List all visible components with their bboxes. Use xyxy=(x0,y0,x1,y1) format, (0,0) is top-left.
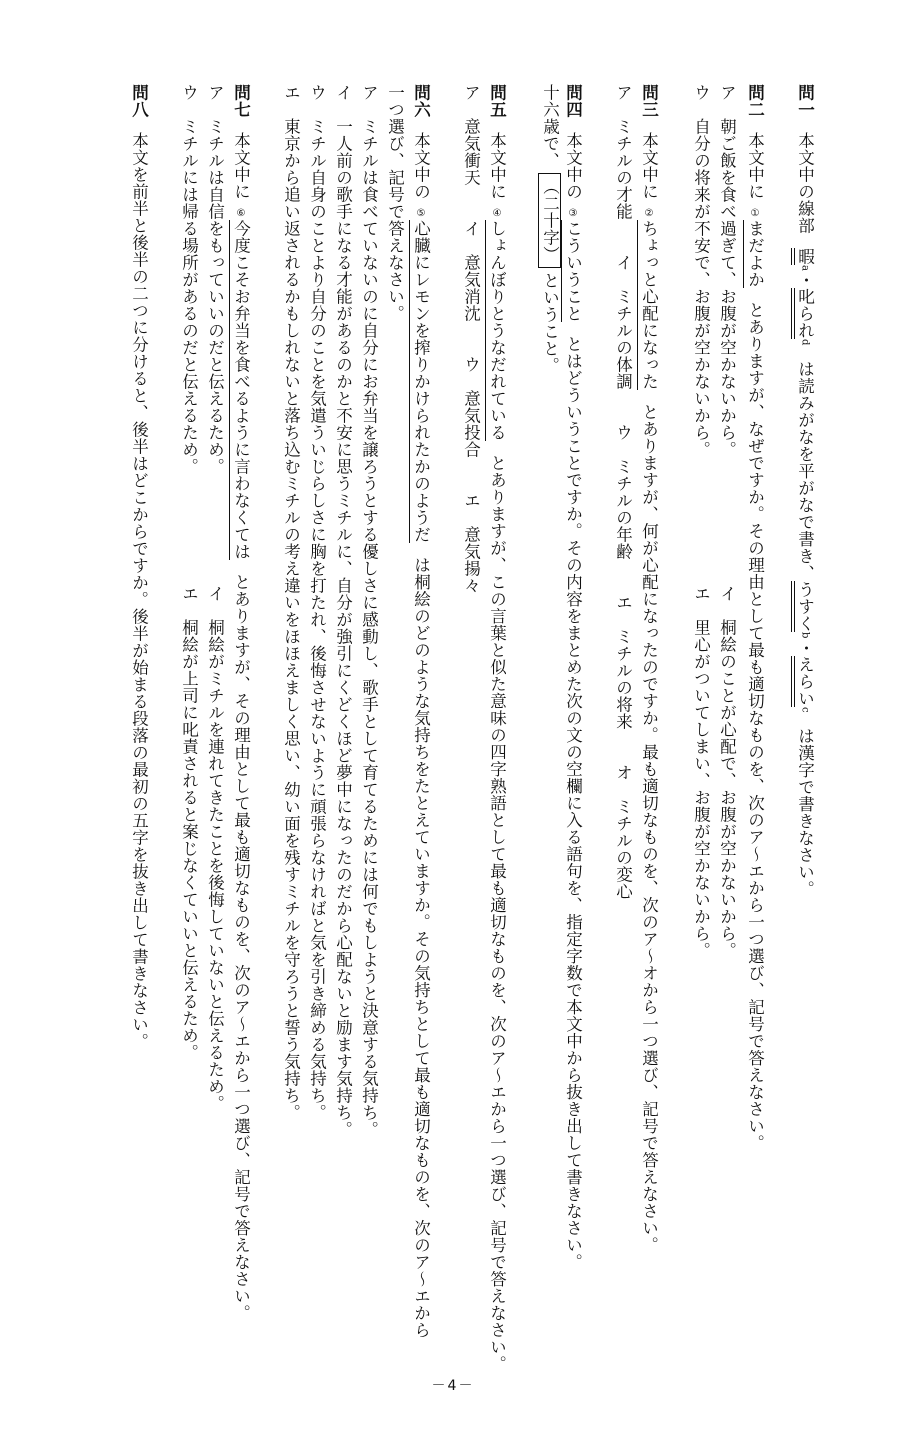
question-6-choice-u: ウ ミチル自身のことより自分のことを気遣ういじらしさに胸を打たれ、後悔させないように頑張らなければと気を引き締める気持ち。 xyxy=(307,84,327,1121)
mark-3: ③ xyxy=(567,208,579,220)
question-1-label: 問一 xyxy=(795,84,815,118)
question-5 xyxy=(488,84,505,1373)
question-3-instruction: とありますが、何が心配になったのですか。最も適切なものを、次のア～オから一つ選び、記号で答えなさい。 xyxy=(639,403,659,1254)
question-2-intro: 本文中に xyxy=(745,132,765,200)
question-6-choice-i: イ 一人前の歌手になる才能があるのかと不安に思うミチルに、自分が強引にくどくほど夢中になったのだから心配ないと励ます気持ち。 xyxy=(333,84,353,1138)
question-4-intro: 本文中の xyxy=(563,132,583,200)
question-4 xyxy=(564,84,581,1271)
mark-a: a xyxy=(799,265,811,272)
underlined-phrase-1: まだよか xyxy=(743,220,765,288)
word-b: うすく xyxy=(791,581,815,632)
underlined-phrase-2: ちょっと心配になった xyxy=(637,220,659,390)
question-4-instruction: とはどういうことですか。その内容をまとめた次の文の空欄に入る語句を、指定字数で本文中から抜き出して書きなさい。 xyxy=(563,335,583,1271)
mark-c: c xyxy=(799,707,811,714)
mark-6: ⑥ xyxy=(235,208,247,220)
question-7-intro: 本文中に xyxy=(231,132,251,200)
question-1-intro: 本文中の xyxy=(795,132,815,200)
mark-1: ① xyxy=(749,208,761,220)
question-7-choice-a: ア ミチルは自信をもっていいのだと伝えるため。 xyxy=(205,84,225,475)
question-3-intro: 本文中に xyxy=(639,132,659,200)
question-8-label: 問八 xyxy=(129,84,149,118)
word-a: 暇 xyxy=(791,248,815,265)
word-c: えらい xyxy=(791,656,815,707)
question-6-instruction-cont: 一つ選び、記号で答えなさい。 xyxy=(385,84,405,322)
question-3 xyxy=(640,84,657,1254)
sentence-end: ということ。 xyxy=(540,272,560,374)
question-8-text: 本文を前半と後半の二つに分けると、後半はどこからですか。後半が始まる段落の最初の五字を抜き出して書きなさい。 xyxy=(129,132,149,1050)
question-2-choice-u: ウ 自分の将来が不安で、お腹が空かないから。 xyxy=(691,84,711,458)
underlined-phrase-6: 今度こそお弁当を食べるように言わなくては xyxy=(229,220,251,560)
question-2-instruction: とありますが、なぜですか。その理由として最も適切なものを、次のア～エから一つ選び、記号で答えなさい。 xyxy=(745,301,765,1152)
question-8 xyxy=(130,84,147,1050)
question-2-label: 問二 xyxy=(745,84,765,118)
question-1 xyxy=(796,84,813,897)
underlined-phrase-5: 心臓にレモンを搾りかけられたかのようだ xyxy=(409,220,431,543)
question-7-choice-u: ウ ミチルには帰る場所があるのだと伝えるため。 xyxy=(179,84,199,475)
underlined-phrase-3: こういうこと xyxy=(561,220,583,322)
separator: ・ xyxy=(795,271,815,289)
mark-2: ② xyxy=(643,208,655,220)
question-4-label: 問四 xyxy=(563,84,583,118)
separator: ・ xyxy=(795,639,815,657)
mark-d: d xyxy=(799,339,811,347)
question-4-sentence xyxy=(538,84,561,374)
question-2 xyxy=(746,84,763,1152)
question-3-label: 問三 xyxy=(639,84,659,118)
question-7-choice-i: イ 桐絵がミチルを連れてきたことを後悔していないと伝えるため。 xyxy=(205,585,225,1112)
question-2-choice-a: ア 朝ご飯を食べ過ぎて、お腹が空かないから。 xyxy=(717,84,737,458)
question-2-choice-e: エ 里心がついてしまい、お腹が空かないから。 xyxy=(691,585,711,959)
mark-5: ⑤ xyxy=(415,208,427,220)
question-1-middle: は読みがなを平がなで書き、 xyxy=(795,360,815,582)
question-6-choice-e: エ 東京から追い返されるかもしれないと落ち込むミチルの考え違いをほほえましく思い、幼い面を残すミチルを守ろうと誓う気持ち。 xyxy=(281,84,301,1121)
question-2-choice-i: イ 桐絵のことが心配で、お腹が空かないから。 xyxy=(717,585,737,959)
underlined-phrase-4: しょんぼりとうなだれている xyxy=(485,220,507,441)
question-1-instruction: は漢字で書きなさい。 xyxy=(795,727,815,898)
question-7 xyxy=(232,84,249,1322)
sentence-start: 十六歳で、 xyxy=(540,84,560,169)
question-6-instruction: は桐絵のどのような気持ちをたとえていますか。その気持ちとして最も適切なものを、次のア～エから xyxy=(411,556,431,1339)
question-3-choices: ア ミチルの才能 イ ミチルの体調 ウ ミチルの年齢 エ ミチルの将来 オ ミチルの変心 xyxy=(613,84,633,900)
page-number: －4－ xyxy=(431,1378,475,1394)
answer-blank-box: （二十字） xyxy=(538,173,561,268)
question-5-choices: ア 意気衝天 イ 意気消沈 ウ 意気投合 エ 意気揚々 xyxy=(461,84,481,594)
mark-b: b xyxy=(799,632,811,640)
question-6-label: 問六 xyxy=(411,84,431,118)
question-6-choice-a: ア ミチルは食べていないのに自分にお弁当を譲ろうとする優しさに感動し、歌手として育てるためには何でもしようと決意する気持ち。 xyxy=(359,84,379,1138)
question-6-intro: 本文中の xyxy=(411,132,431,200)
question-7-label: 問七 xyxy=(231,84,251,118)
word-d: 叱られ xyxy=(791,288,815,339)
mark-4: ④ xyxy=(491,208,503,220)
question-5-label: 問五 xyxy=(487,84,507,118)
question-1-kind: 線部 xyxy=(795,200,815,234)
question-6 xyxy=(412,84,429,1339)
question-7-instruction: とありますが、その理由として最も適切なものを、次のア～エから一つ選び、記号で答えなさい。 xyxy=(231,573,251,1322)
question-5-instruction: とありますが、この言葉と似た意味の四字熟語として最も適切なものを、次のア～エから一つ選び、記号で答えなさい。 xyxy=(487,454,507,1373)
question-5-intro: 本文中に xyxy=(487,132,507,200)
question-7-choice-e: エ 桐絵が上司に叱責されると案じなくていいと伝えるため。 xyxy=(179,585,199,1061)
